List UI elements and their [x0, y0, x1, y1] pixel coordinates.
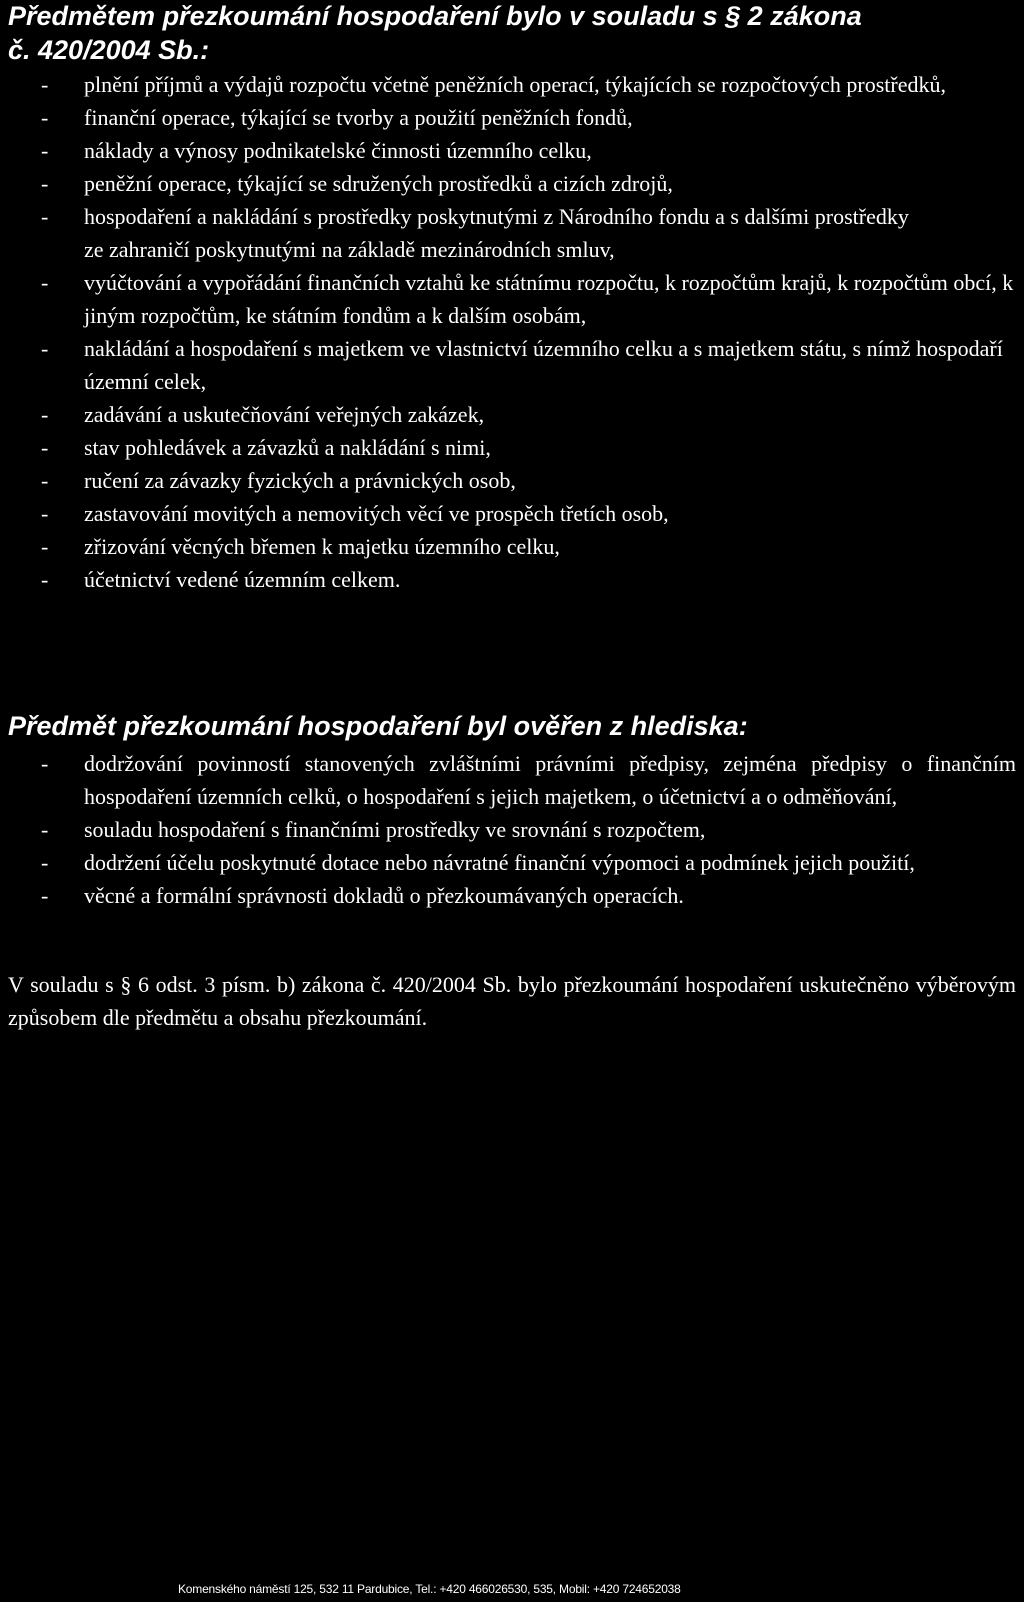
list-item: - plnění příjmů a výdajů rozpočtu včetně peněžních operací, týkajících se rozpočtových prostředků, — [0, 68, 1016, 101]
section1-heading-line2: č. 420/2004 Sb.: — [8, 35, 210, 65]
list-item-continuation: ze zahraničí poskytnutými na základě mezinárodních smluv, — [84, 237, 615, 262]
list-item: - věcné a formální správnosti dokladů o přezkoumávaných operacích. — [0, 879, 1016, 912]
list-item: - účetnictví vedené územním celkem. — [0, 563, 1016, 596]
list-item: - ručení za závazky fyzických a právnických osob, — [0, 464, 1016, 497]
list-item: - peněžní operace, týkající se sdružených prostředků a cizích zdrojů, — [0, 167, 1016, 200]
section1-list — [0, 68, 1016, 596]
list-item: - nakládání a hospodaření s majetkem ve vlastnictví územního celku a s majetkem státu, s nímž hospodaří územní celek, — [0, 332, 1016, 398]
list-item: - vyúčtování a vypořádání finančních vztahů ke státnímu rozpočtu, k rozpočtům krajů, k rozpočtům obcí, k jiným rozpočtům, ke státním fondům a k dalším osobám, — [0, 266, 1016, 332]
list-item: - stav pohledávek a závazků a nakládání s nimi, — [0, 431, 1016, 464]
list-item: - zadávání a uskutečňování veřejných zakázek, — [0, 398, 1016, 431]
list-item: - dodržení účelu poskytnuté dotace nebo návratné finanční výpomoci a podmínek jejich použití, — [0, 846, 1016, 879]
list-item: - zastavování movitých a nemovitých věcí ve prospěch třetích osob, — [0, 497, 1016, 530]
list-item: - hospodaření a nakládání s prostředky poskytnutými z Národního fondu a s dalšími prostředky — [0, 200, 1016, 233]
list-item: - zřizování věcných břemen k majetku územního celku, — [0, 530, 1016, 563]
footer-contact: Komenského náměstí 125, 532 11 Pardubice, Tel.: +420 466026530, 535, Mobil: +420 724652038 — [178, 1582, 681, 1596]
list-item: - náklady a výnosy podnikatelské činnosti územního celku, — [0, 134, 1016, 167]
list-item: - dodržování povinností stanovených zvláštními právními předpisy, zejména předpisy o finančním hospodaření územních celků, o hospodaření s jejich majetkem, o účetnictví a o odměňování, — [0, 747, 1016, 813]
section2-heading: Předmět přezkoumání hospodaření byl ověřen z hlediska: — [8, 711, 748, 741]
list-item: - souladu hospodaření s finančními prostředky ve srovnání s rozpočtem, — [0, 813, 1016, 846]
summary-paragraph: V souladu s § 6 odst. 3 písm. b) zákona č. 420/2004 Sb. bylo přezkoumání hospodaření uskutečněno výběrovým způsobem dle předmětu a obsahu přezkoumání. — [8, 972, 1016, 1030]
section2-list — [0, 747, 1016, 912]
section1-heading-line1: Předmětem přezkoumání hospodaření bylo v souladu s § 2 zákona — [8, 1, 862, 31]
list-item: - finanční operace, týkající se tvorby a použití peněžních fondů, — [0, 101, 1016, 134]
